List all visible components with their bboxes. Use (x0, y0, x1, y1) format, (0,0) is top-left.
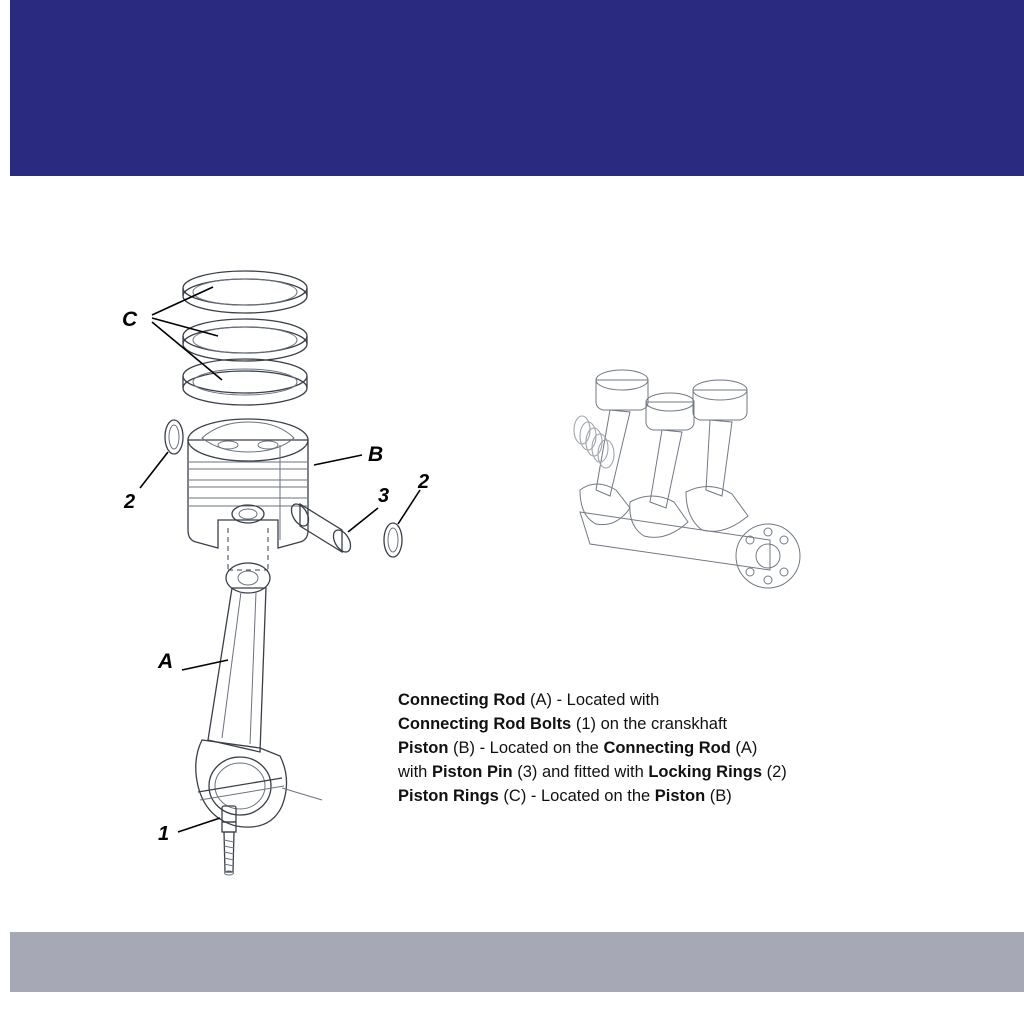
caption-line-5 (398, 784, 868, 808)
caption-text-4c: (2) (762, 763, 787, 781)
callout-label-2-left: 2 (124, 491, 136, 513)
callout-label-2-right: 2 (418, 471, 430, 493)
caption-text-5a: (C) - Located on the (498, 787, 655, 805)
callout-2-left-leader (140, 452, 168, 488)
locking-ring-right (384, 523, 402, 557)
caption-line-2 (398, 712, 868, 736)
caption-block (398, 688, 868, 808)
callout-2-right-leader (398, 490, 420, 524)
piston-rings-group (183, 271, 307, 405)
callout-label-1: 1 (158, 823, 170, 845)
piston-group (188, 419, 308, 548)
caption-text-3a: (B) - Located on the (448, 739, 604, 757)
engine-assembly-illustration (574, 370, 800, 588)
caption-text-4b: (3) and fitted with (512, 763, 649, 781)
caption-term-connecting-rod-bolts: Connecting Rod Bolts (398, 715, 572, 733)
caption-text-2: (1) on the cranskhaft (571, 715, 728, 733)
callout-a-leader (182, 660, 228, 670)
callout-1-leader (178, 818, 220, 832)
caption-text-5b: (B) (705, 787, 732, 805)
callout-label-c: C (122, 308, 138, 331)
callout-label-3: 3 (378, 485, 390, 507)
rod-detail-leader (282, 788, 322, 800)
connecting-rod (196, 563, 287, 827)
footer-bottom-area (0, 992, 1024, 1024)
callout-label-b: B (368, 443, 384, 466)
callout-label-a: A (158, 650, 174, 673)
caption-text-3b: (A) (730, 739, 758, 757)
caption-term-piston-2: Piston (654, 787, 706, 805)
connecting-rod-bolt (222, 806, 236, 875)
caption-line-3 (398, 736, 868, 760)
caption-term-locking-rings: Locking Rings (648, 763, 763, 781)
assembly-guides (228, 528, 268, 570)
callout-3-leader (348, 508, 378, 532)
left-margin-stripe (0, 0, 10, 1024)
caption-term-connecting-rod-2: Connecting Rod (603, 739, 731, 757)
caption-line-4 (398, 760, 868, 784)
caption-term-connecting-rod: Connecting Rod (398, 691, 526, 709)
caption-term-piston: Piston (398, 739, 449, 757)
piston-pin (288, 501, 354, 555)
header-band (10, 0, 1024, 176)
caption-term-piston-pin: Piston Pin (431, 763, 513, 781)
caption-term-piston-rings: Piston Rings (398, 787, 499, 805)
callout-b-leader (314, 455, 362, 465)
locking-ring-left (165, 420, 183, 454)
caption-text-1: (A) - Located with (525, 691, 660, 709)
callout-c-leaders (152, 287, 222, 380)
caption-line-1 (398, 688, 868, 712)
footer-band (10, 932, 1024, 992)
caption-text-4a: with (398, 763, 432, 781)
